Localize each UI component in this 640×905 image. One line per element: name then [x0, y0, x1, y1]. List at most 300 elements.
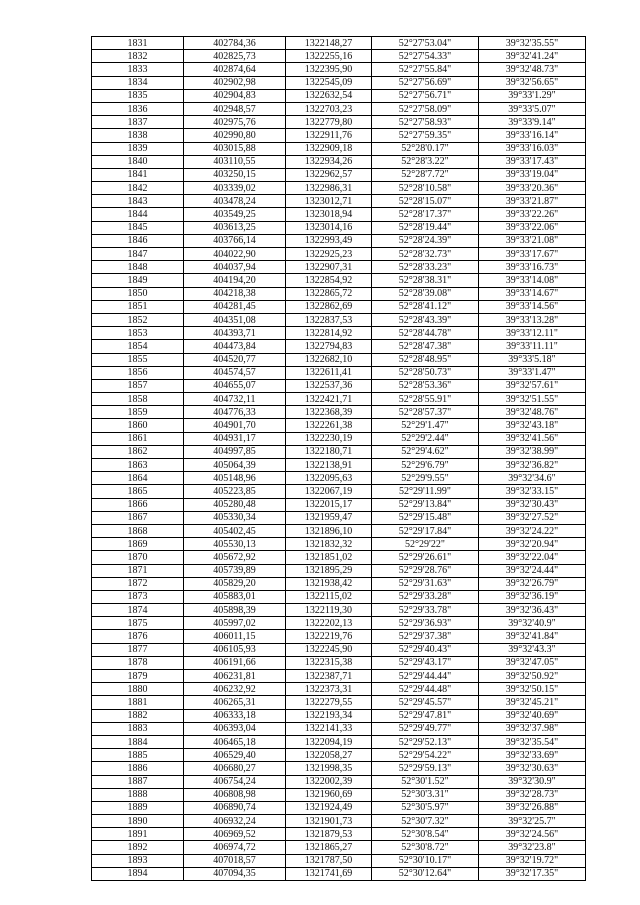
x-coordinate-cell: 406105,93 — [184, 643, 286, 656]
latitude-cell: 52°28'33.23" — [372, 261, 479, 274]
point-number-cell: 1854 — [92, 340, 184, 353]
x-coordinate-cell: 402902,98 — [184, 76, 286, 89]
x-coordinate-cell: 406232,92 — [184, 683, 286, 696]
y-coordinate-cell: 1322986,31 — [286, 182, 372, 195]
y-coordinate-cell: 1322925,23 — [286, 248, 372, 261]
point-number-cell: 1845 — [92, 221, 184, 234]
latitude-cell: 52°28'3.22" — [372, 155, 479, 168]
table-row — [92, 379, 586, 392]
y-coordinate-cell: 1322814,92 — [286, 327, 372, 340]
point-number-cell: 1894 — [92, 867, 184, 880]
x-coordinate-cell: 405997,02 — [184, 617, 286, 630]
point-number-cell: 1836 — [92, 102, 184, 115]
table-row — [92, 498, 586, 511]
table-row — [92, 485, 586, 498]
y-coordinate-cell: 1322002,39 — [286, 775, 372, 788]
latitude-cell: 52°29'33.28" — [372, 590, 479, 603]
table-row — [92, 261, 586, 274]
y-coordinate-cell: 1322837,53 — [286, 313, 372, 326]
x-coordinate-cell: 406191,66 — [184, 656, 286, 669]
longitude-cell: 39°32'36.19" — [479, 590, 586, 603]
latitude-cell: 52°27'56.71" — [372, 89, 479, 102]
table-row — [92, 643, 586, 656]
longitude-cell: 39°33'20.36" — [479, 182, 586, 195]
table-row — [92, 867, 586, 880]
y-coordinate-cell: 1322255,16 — [286, 50, 372, 63]
x-coordinate-cell: 402975,76 — [184, 116, 286, 129]
point-number-cell: 1852 — [92, 313, 184, 326]
y-coordinate-cell: 1322094,19 — [286, 735, 372, 748]
x-coordinate-cell: 402948,57 — [184, 102, 286, 115]
table-row — [92, 195, 586, 208]
y-coordinate-cell: 1321879,53 — [286, 828, 372, 841]
x-coordinate-cell: 405148,96 — [184, 472, 286, 485]
x-coordinate-cell: 406465,18 — [184, 735, 286, 748]
x-coordinate-cell: 406932,24 — [184, 815, 286, 828]
longitude-cell: 39°33'22.06" — [479, 221, 586, 234]
longitude-cell: 39°33'5.18" — [479, 353, 586, 366]
longitude-cell: 39°33'12.11" — [479, 327, 586, 340]
point-number-cell: 1860 — [92, 419, 184, 432]
point-number-cell: 1842 — [92, 182, 184, 195]
y-coordinate-cell: 1322202,13 — [286, 617, 372, 630]
x-coordinate-cell: 405402,45 — [184, 524, 286, 537]
point-number-cell: 1861 — [92, 432, 184, 445]
point-number-cell: 1871 — [92, 564, 184, 577]
table-row — [92, 366, 586, 379]
point-number-cell: 1886 — [92, 762, 184, 775]
longitude-cell: 39°32'41.84" — [479, 630, 586, 643]
point-number-cell: 1863 — [92, 459, 184, 472]
point-number-cell: 1837 — [92, 116, 184, 129]
point-number-cell: 1890 — [92, 815, 184, 828]
latitude-cell: 52°29'31.63" — [372, 577, 479, 590]
x-coordinate-cell: 406808,98 — [184, 788, 286, 801]
latitude-cell: 52°29'2.44" — [372, 432, 479, 445]
longitude-cell: 39°32'50.15" — [479, 683, 586, 696]
y-coordinate-cell: 1322315,38 — [286, 656, 372, 669]
table-row — [92, 617, 586, 630]
y-coordinate-cell: 1322862,69 — [286, 300, 372, 313]
x-coordinate-cell: 404732,11 — [184, 393, 286, 406]
latitude-cell: 52°28'19.44" — [372, 221, 479, 234]
y-coordinate-cell: 1322993,49 — [286, 234, 372, 247]
point-number-cell: 1841 — [92, 168, 184, 181]
latitude-cell: 52°28'24.39" — [372, 234, 479, 247]
x-coordinate-cell: 402825,73 — [184, 50, 286, 63]
x-coordinate-cell: 406974,72 — [184, 841, 286, 854]
latitude-cell: 52°28'0.17" — [372, 142, 479, 155]
x-coordinate-cell: 407018,57 — [184, 854, 286, 867]
point-number-cell: 1833 — [92, 63, 184, 76]
x-coordinate-cell: 405829,20 — [184, 577, 286, 590]
latitude-cell: 52°30'10.17" — [372, 854, 479, 867]
point-number-cell: 1891 — [92, 828, 184, 841]
table-row — [92, 419, 586, 432]
longitude-cell: 39°32'48.76" — [479, 406, 586, 419]
table-row — [92, 801, 586, 814]
table-row — [92, 683, 586, 696]
point-number-cell: 1858 — [92, 393, 184, 406]
longitude-cell: 39°33'14.67" — [479, 287, 586, 300]
latitude-cell: 52°28'7.72" — [372, 168, 479, 181]
longitude-cell: 39°33'14.56" — [479, 300, 586, 313]
x-coordinate-cell: 405883,01 — [184, 590, 286, 603]
y-coordinate-cell: 1322138,91 — [286, 459, 372, 472]
x-coordinate-cell: 405064,39 — [184, 459, 286, 472]
latitude-cell: 52°28'41.12" — [372, 300, 479, 313]
point-number-cell: 1884 — [92, 735, 184, 748]
latitude-cell: 52°29'1.47" — [372, 419, 479, 432]
longitude-cell: 39°33'1.29" — [479, 89, 586, 102]
table-row — [92, 854, 586, 867]
table-body — [92, 37, 586, 881]
point-number-cell: 1865 — [92, 485, 184, 498]
y-coordinate-cell: 1322387,71 — [286, 670, 372, 683]
longitude-cell: 39°33'16.14" — [479, 129, 586, 142]
table-row — [92, 89, 586, 102]
y-coordinate-cell: 1321938,42 — [286, 577, 372, 590]
latitude-cell: 52°28'32.73" — [372, 248, 479, 261]
longitude-cell: 39°32'24.22" — [479, 524, 586, 537]
latitude-cell: 52°29'40.43" — [372, 643, 479, 656]
longitude-cell: 39°33'17.67" — [479, 248, 586, 261]
longitude-cell: 39°32'30.43" — [479, 498, 586, 511]
y-coordinate-cell: 1322015,17 — [286, 498, 372, 511]
table-row — [92, 670, 586, 683]
longitude-cell: 39°32'57.61" — [479, 379, 586, 392]
table-row — [92, 116, 586, 129]
table-row — [92, 155, 586, 168]
point-number-cell: 1878 — [92, 656, 184, 669]
longitude-cell: 39°32'50.92" — [479, 670, 586, 683]
point-number-cell: 1882 — [92, 709, 184, 722]
table-row — [92, 221, 586, 234]
latitude-cell: 52°29'13.84" — [372, 498, 479, 511]
y-coordinate-cell: 1321832,32 — [286, 538, 372, 551]
y-coordinate-cell: 1322245,90 — [286, 643, 372, 656]
y-coordinate-cell: 1322373,31 — [286, 683, 372, 696]
x-coordinate-cell: 405672,92 — [184, 551, 286, 564]
x-coordinate-cell: 404473,84 — [184, 340, 286, 353]
x-coordinate-cell: 402990,80 — [184, 129, 286, 142]
x-coordinate-cell: 405739,89 — [184, 564, 286, 577]
longitude-cell: 39°33'9.14" — [479, 116, 586, 129]
x-coordinate-cell: 404776,33 — [184, 406, 286, 419]
latitude-cell: 52°29'22" — [372, 538, 479, 551]
latitude-cell: 52°29'52.13" — [372, 735, 479, 748]
x-coordinate-cell: 403110,55 — [184, 155, 286, 168]
latitude-cell: 52°30'1.52" — [372, 775, 479, 788]
table-row — [92, 524, 586, 537]
longitude-cell: 39°32'47.05" — [479, 656, 586, 669]
y-coordinate-cell: 1322909,18 — [286, 142, 372, 155]
latitude-cell: 52°27'55.84" — [372, 63, 479, 76]
y-coordinate-cell: 1322067,19 — [286, 485, 372, 498]
longitude-cell: 39°32'28.73" — [479, 788, 586, 801]
table-row — [92, 63, 586, 76]
latitude-cell: 52°29'43.17" — [372, 656, 479, 669]
point-number-cell: 1853 — [92, 327, 184, 340]
x-coordinate-cell: 404655,07 — [184, 379, 286, 392]
longitude-cell: 39°32'33.15" — [479, 485, 586, 498]
point-number-cell: 1879 — [92, 670, 184, 683]
point-number-cell: 1838 — [92, 129, 184, 142]
latitude-cell: 52°29'54.22" — [372, 749, 479, 762]
x-coordinate-cell: 406231,81 — [184, 670, 286, 683]
longitude-cell: 39°32'26.79" — [479, 577, 586, 590]
latitude-cell: 52°28'38.31" — [372, 274, 479, 287]
point-number-cell: 1856 — [92, 366, 184, 379]
longitude-cell: 39°32'45.21" — [479, 696, 586, 709]
latitude-cell: 52°28'48.95" — [372, 353, 479, 366]
x-coordinate-cell: 403549,25 — [184, 208, 286, 221]
x-coordinate-cell: 406393,04 — [184, 722, 286, 735]
latitude-cell: 52°28'44.78" — [372, 327, 479, 340]
longitude-cell: 39°32'35.55" — [479, 37, 586, 50]
y-coordinate-cell: 1322779,80 — [286, 116, 372, 129]
table-row — [92, 828, 586, 841]
latitude-cell: 52°29'4.62" — [372, 445, 479, 458]
y-coordinate-cell: 1322180,71 — [286, 445, 372, 458]
longitude-cell: 39°32'27.52" — [479, 511, 586, 524]
y-coordinate-cell: 1323018,94 — [286, 208, 372, 221]
y-coordinate-cell: 1322193,34 — [286, 709, 372, 722]
table-row — [92, 142, 586, 155]
latitude-cell: 52°30'12.64" — [372, 867, 479, 880]
table-row — [92, 102, 586, 115]
point-number-cell: 1874 — [92, 604, 184, 617]
latitude-cell: 52°29'9.55" — [372, 472, 479, 485]
longitude-cell: 39°33'11.11" — [479, 340, 586, 353]
coordinates-table — [91, 36, 586, 881]
latitude-cell: 52°29'44.44" — [372, 670, 479, 683]
x-coordinate-cell: 405330,34 — [184, 511, 286, 524]
point-number-cell: 1889 — [92, 801, 184, 814]
point-number-cell: 1893 — [92, 854, 184, 867]
x-coordinate-cell: 404520,77 — [184, 353, 286, 366]
y-coordinate-cell: 1322219,76 — [286, 630, 372, 643]
point-number-cell: 1870 — [92, 551, 184, 564]
point-number-cell: 1859 — [92, 406, 184, 419]
latitude-cell: 52°27'59.35" — [372, 129, 479, 142]
point-number-cell: 1847 — [92, 248, 184, 261]
x-coordinate-cell: 403250,15 — [184, 168, 286, 181]
point-number-cell: 1883 — [92, 722, 184, 735]
latitude-cell: 52°29'11.99" — [372, 485, 479, 498]
point-number-cell: 1872 — [92, 577, 184, 590]
table-row — [92, 696, 586, 709]
point-number-cell: 1834 — [92, 76, 184, 89]
table-row — [92, 775, 586, 788]
latitude-cell: 52°28'53.36" — [372, 379, 479, 392]
latitude-cell: 52°29'36.93" — [372, 617, 479, 630]
y-coordinate-cell: 1322537,36 — [286, 379, 372, 392]
point-number-cell: 1880 — [92, 683, 184, 696]
y-coordinate-cell: 1322911,76 — [286, 129, 372, 142]
x-coordinate-cell: 404393,71 — [184, 327, 286, 340]
point-number-cell: 1877 — [92, 643, 184, 656]
longitude-cell: 39°32'37.98" — [479, 722, 586, 735]
longitude-cell: 39°32'33.69" — [479, 749, 586, 762]
table-row — [92, 841, 586, 854]
point-number-cell: 1835 — [92, 89, 184, 102]
y-coordinate-cell: 1321896,10 — [286, 524, 372, 537]
longitude-cell: 39°32'43.18" — [479, 419, 586, 432]
longitude-cell: 39°32'35.54" — [479, 735, 586, 748]
x-coordinate-cell: 406265,31 — [184, 696, 286, 709]
y-coordinate-cell: 1322095,63 — [286, 472, 372, 485]
table-row — [92, 300, 586, 313]
latitude-cell: 52°30'3.31" — [372, 788, 479, 801]
point-number-cell: 1844 — [92, 208, 184, 221]
point-number-cell: 1873 — [92, 590, 184, 603]
point-number-cell: 1850 — [92, 287, 184, 300]
point-number-cell: 1868 — [92, 524, 184, 537]
longitude-cell: 39°32'19.72" — [479, 854, 586, 867]
point-number-cell: 1888 — [92, 788, 184, 801]
point-number-cell: 1851 — [92, 300, 184, 313]
longitude-cell: 39°32'40.9" — [479, 617, 586, 630]
table-row — [92, 287, 586, 300]
y-coordinate-cell: 1323014,16 — [286, 221, 372, 234]
latitude-cell: 52°29'28.76" — [372, 564, 479, 577]
table-row — [92, 208, 586, 221]
point-number-cell: 1843 — [92, 195, 184, 208]
table-row — [92, 551, 586, 564]
longitude-cell: 39°32'38.99" — [479, 445, 586, 458]
longitude-cell: 39°32'34.6" — [479, 472, 586, 485]
x-coordinate-cell: 406333,18 — [184, 709, 286, 722]
point-number-cell: 1869 — [92, 538, 184, 551]
y-coordinate-cell: 1322703,23 — [286, 102, 372, 115]
table-row — [92, 327, 586, 340]
point-number-cell: 1840 — [92, 155, 184, 168]
table-row — [92, 735, 586, 748]
longitude-cell: 39°33'1.47" — [479, 366, 586, 379]
table-row — [92, 749, 586, 762]
table-row — [92, 248, 586, 261]
table-row — [92, 313, 586, 326]
x-coordinate-cell: 406011,15 — [184, 630, 286, 643]
y-coordinate-cell: 1322148,27 — [286, 37, 372, 50]
point-number-cell: 1881 — [92, 696, 184, 709]
table-row — [92, 274, 586, 287]
point-number-cell: 1885 — [92, 749, 184, 762]
table-row — [92, 182, 586, 195]
table-row — [92, 656, 586, 669]
table-row — [92, 76, 586, 89]
x-coordinate-cell: 403015,88 — [184, 142, 286, 155]
latitude-cell: 52°29'37.38" — [372, 630, 479, 643]
latitude-cell: 52°27'56.69" — [372, 76, 479, 89]
x-coordinate-cell: 404194,20 — [184, 274, 286, 287]
latitude-cell: 52°28'50.73" — [372, 366, 479, 379]
table-row — [92, 722, 586, 735]
point-number-cell: 1846 — [92, 234, 184, 247]
y-coordinate-cell: 1322261,38 — [286, 419, 372, 432]
y-coordinate-cell: 1321960,69 — [286, 788, 372, 801]
y-coordinate-cell: 1322865,72 — [286, 287, 372, 300]
table-row — [92, 432, 586, 445]
longitude-cell: 39°32'36.43" — [479, 604, 586, 617]
point-number-cell: 1864 — [92, 472, 184, 485]
table-row — [92, 815, 586, 828]
x-coordinate-cell: 406890,74 — [184, 801, 286, 814]
point-number-cell: 1839 — [92, 142, 184, 155]
y-coordinate-cell: 1322119,30 — [286, 604, 372, 617]
table-row — [92, 511, 586, 524]
longitude-cell: 39°33'17.43" — [479, 155, 586, 168]
y-coordinate-cell: 1322962,57 — [286, 168, 372, 181]
table-row — [92, 538, 586, 551]
y-coordinate-cell: 1322395,90 — [286, 63, 372, 76]
point-number-cell: 1831 — [92, 37, 184, 50]
y-coordinate-cell: 1321998,35 — [286, 762, 372, 775]
x-coordinate-cell: 404901,70 — [184, 419, 286, 432]
x-coordinate-cell: 404574,57 — [184, 366, 286, 379]
longitude-cell: 39°32'48.73" — [479, 63, 586, 76]
longitude-cell: 39°33'16.73" — [479, 261, 586, 274]
latitude-cell: 52°29'33.78" — [372, 604, 479, 617]
latitude-cell: 52°27'58.93" — [372, 116, 479, 129]
table-row — [92, 50, 586, 63]
x-coordinate-cell: 402874,64 — [184, 63, 286, 76]
latitude-cell: 52°28'47.38" — [372, 340, 479, 353]
longitude-cell: 39°33'21.08" — [479, 234, 586, 247]
y-coordinate-cell: 1322058,27 — [286, 749, 372, 762]
longitude-cell: 39°33'16.03" — [479, 142, 586, 155]
y-coordinate-cell: 1321787,50 — [286, 854, 372, 867]
x-coordinate-cell: 406754,24 — [184, 775, 286, 788]
table-row — [92, 577, 586, 590]
x-coordinate-cell: 405223,85 — [184, 485, 286, 498]
longitude-cell: 39°32'20.94" — [479, 538, 586, 551]
x-coordinate-cell: 404997,85 — [184, 445, 286, 458]
latitude-cell: 52°30'7.32" — [372, 815, 479, 828]
table-row — [92, 353, 586, 366]
x-coordinate-cell: 403766,14 — [184, 234, 286, 247]
y-coordinate-cell: 1322794,83 — [286, 340, 372, 353]
latitude-cell: 52°27'53.04" — [372, 37, 479, 50]
latitude-cell: 52°29'44.48" — [372, 683, 479, 696]
y-coordinate-cell: 1322632,54 — [286, 89, 372, 102]
y-coordinate-cell: 1323012,71 — [286, 195, 372, 208]
longitude-cell: 39°32'25.7" — [479, 815, 586, 828]
table-row — [92, 37, 586, 50]
table-row — [92, 234, 586, 247]
latitude-cell: 52°30'8.54" — [372, 828, 479, 841]
longitude-cell: 39°33'14.08" — [479, 274, 586, 287]
y-coordinate-cell: 1321851,02 — [286, 551, 372, 564]
x-coordinate-cell: 403613,25 — [184, 221, 286, 234]
x-coordinate-cell: 404037,94 — [184, 261, 286, 274]
y-coordinate-cell: 1322115,02 — [286, 590, 372, 603]
table-row — [92, 590, 586, 603]
table-row — [92, 564, 586, 577]
y-coordinate-cell: 1322611,41 — [286, 366, 372, 379]
longitude-cell: 39°33'5.07" — [479, 102, 586, 115]
x-coordinate-cell: 403339,02 — [184, 182, 286, 195]
latitude-cell: 52°28'15.07" — [372, 195, 479, 208]
longitude-cell: 39°32'30.9" — [479, 775, 586, 788]
table-row — [92, 406, 586, 419]
point-number-cell: 1892 — [92, 841, 184, 854]
point-number-cell: 1876 — [92, 630, 184, 643]
y-coordinate-cell: 1321895,29 — [286, 564, 372, 577]
longitude-cell: 39°32'23.8" — [479, 841, 586, 854]
table-row — [92, 709, 586, 722]
